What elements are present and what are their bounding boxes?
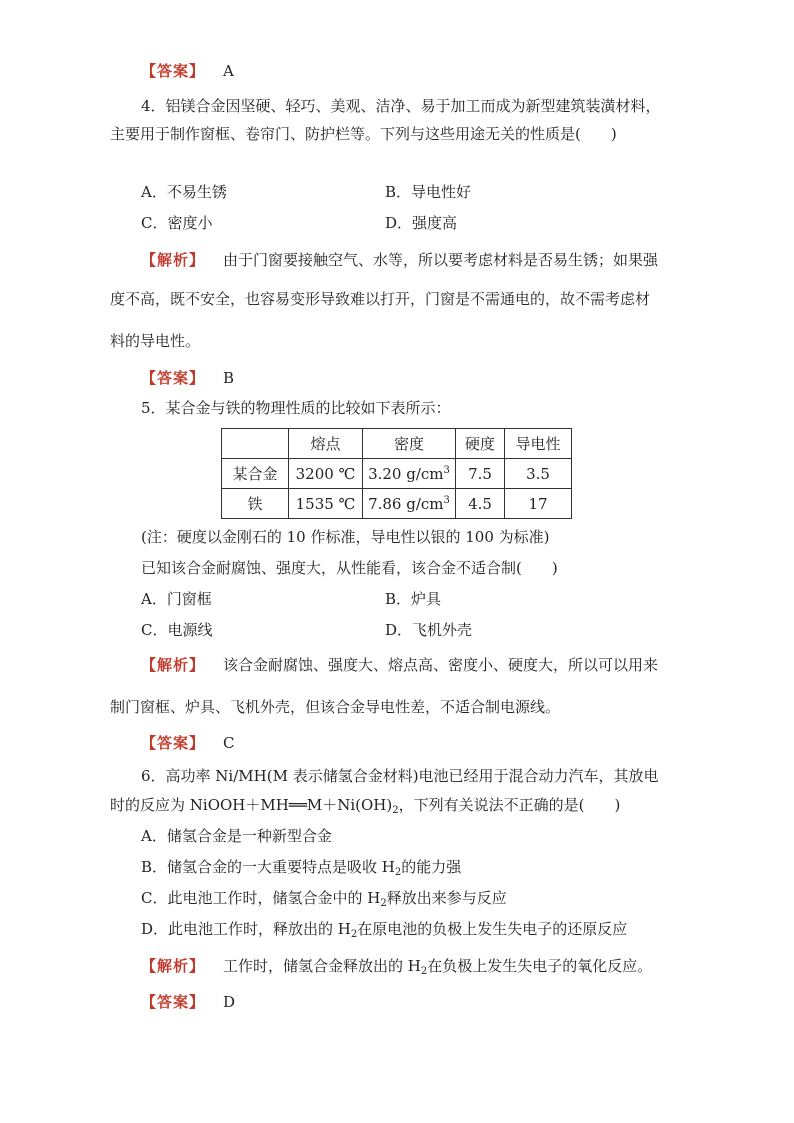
answer-label: 【答案】: [141, 62, 206, 80]
answer-line-prev: [141, 61, 234, 81]
q6-option-b: B．储氢合金的一大重要特点是吸收 $H_2$的能力强: [141, 858, 462, 878]
table-cell-name: 某合金: [222, 459, 289, 489]
q6-option-a: A．储氢合金是一种新型合金: [141, 827, 332, 845]
q4-option-a: A．不易生锈: [141, 183, 227, 201]
q6-stem-line1: 6．高功率 Ni/MH(M 表示储氢合金材料)电池已经用于混合动力汽车，其放电: [141, 767, 659, 785]
table-cell-conductivity: 3.5: [505, 459, 572, 489]
table-cell-melting: 3200 ℃: [289, 459, 363, 489]
q5-note: (注：硬度以金刚石的 10 作标准，导电性以银的 100 为标准): [141, 528, 550, 546]
table-row: [222, 459, 572, 489]
table-cell-melting: 1535 ℃: [289, 489, 363, 519]
q6-stem-line2: 时的反应为 $NiOOH+MH══M+Ni(OH)_2$，下列有关说法不正确的是( ): [110, 796, 621, 816]
table-header-row: [222, 429, 572, 459]
q6-option-d: D．此电池工作时，释放出的 $H_2$在原电池的负极上发生失电子的还原反应: [141, 920, 628, 940]
analysis-label: 【解析】: [141, 251, 206, 269]
table-cell-density: 7.86 $g/cm^3$: [363, 489, 456, 519]
answer-label: 【答案】: [141, 734, 206, 752]
q5-stem: 5．某合金与铁的物理性质的比较如下表所示：: [141, 399, 451, 417]
answer-label: 【答案】: [141, 369, 206, 387]
q5-option-a: A．门窗框: [141, 590, 212, 608]
table-cell-conductivity: 17: [505, 489, 572, 519]
q4-analysis-line2: 度不高，既不安全，也容易变形导致难以打开，门窗是不需通电的，故不需考虑材: [110, 290, 651, 308]
analysis-label: 【解析】: [141, 656, 206, 674]
table-cell-density: 3.20 $g/cm^3$: [363, 459, 456, 489]
property-table: [221, 428, 572, 519]
answer-label: 【答案】: [141, 993, 206, 1011]
q4-stem-line2: 主要用于制作窗框、卷帘门、防护栏等。下列与这些用途无关的性质是( ): [110, 125, 617, 143]
analysis-label: 【解析】: [141, 957, 206, 975]
q4-analysis-line3: 料的导电性。: [110, 332, 201, 350]
q4-option-d: D．强度高: [385, 214, 458, 232]
q5-question: 已知该合金耐腐蚀、强度大，从性能看，该合金不适合制( ): [141, 559, 558, 577]
answer-value: D: [223, 993, 236, 1011]
q4-option-b: B．导电性好: [385, 183, 472, 201]
q5-answer: [141, 733, 235, 753]
q5-option-c: C．电源线: [141, 621, 213, 639]
table-header-cell: 导电性: [505, 429, 572, 459]
q4-option-c: C．密度小: [141, 214, 213, 232]
answer-value: B: [223, 369, 235, 387]
q5-analysis-line2: 制门窗框、炉具、飞机外壳，但该合金导电性差，不适合制电源线。: [110, 698, 561, 716]
answer-value: A: [223, 62, 234, 80]
answer-value: C: [223, 734, 235, 752]
q4-stem-line1: 4．铝镁合金因坚硬、轻巧、美观、洁净、易于加工而成为新型建筑装潢材料，: [141, 97, 661, 115]
q5-analysis-line1: 【解析】 该合金耐腐蚀、强度大、熔点高、密度小、硬度大，所以可以用来: [141, 656, 659, 674]
q6-option-c: C．此电池工作时，储氢合金中的 $H_2$释放出来参与反应: [141, 889, 507, 909]
q5-option-d: D．飞机外壳: [385, 621, 473, 639]
q4-analysis-line1: 【解析】 由于门窗要接触空气、水等，所以要考虑材料是否易生锈；如果强: [141, 251, 659, 269]
table-cell-name: 铁: [222, 489, 289, 519]
table-header-cell: 密度: [363, 429, 456, 459]
q6-analysis: 【解析】 工作时，储氢合金释放出的 $H_2$在负极上发生失电子的氧化反应。: [141, 957, 653, 977]
table-row: [222, 489, 572, 519]
table-header-cell: [222, 429, 289, 459]
table-cell-hardness: 4.5: [456, 489, 505, 519]
q5-option-b: B．炉具: [385, 590, 442, 608]
q4-answer: [141, 368, 234, 388]
table-header-cell: 硬度: [456, 429, 505, 459]
table-cell-hardness: 7.5: [456, 459, 505, 489]
q6-answer: [141, 992, 235, 1012]
table-header-cell: 熔点: [289, 429, 363, 459]
